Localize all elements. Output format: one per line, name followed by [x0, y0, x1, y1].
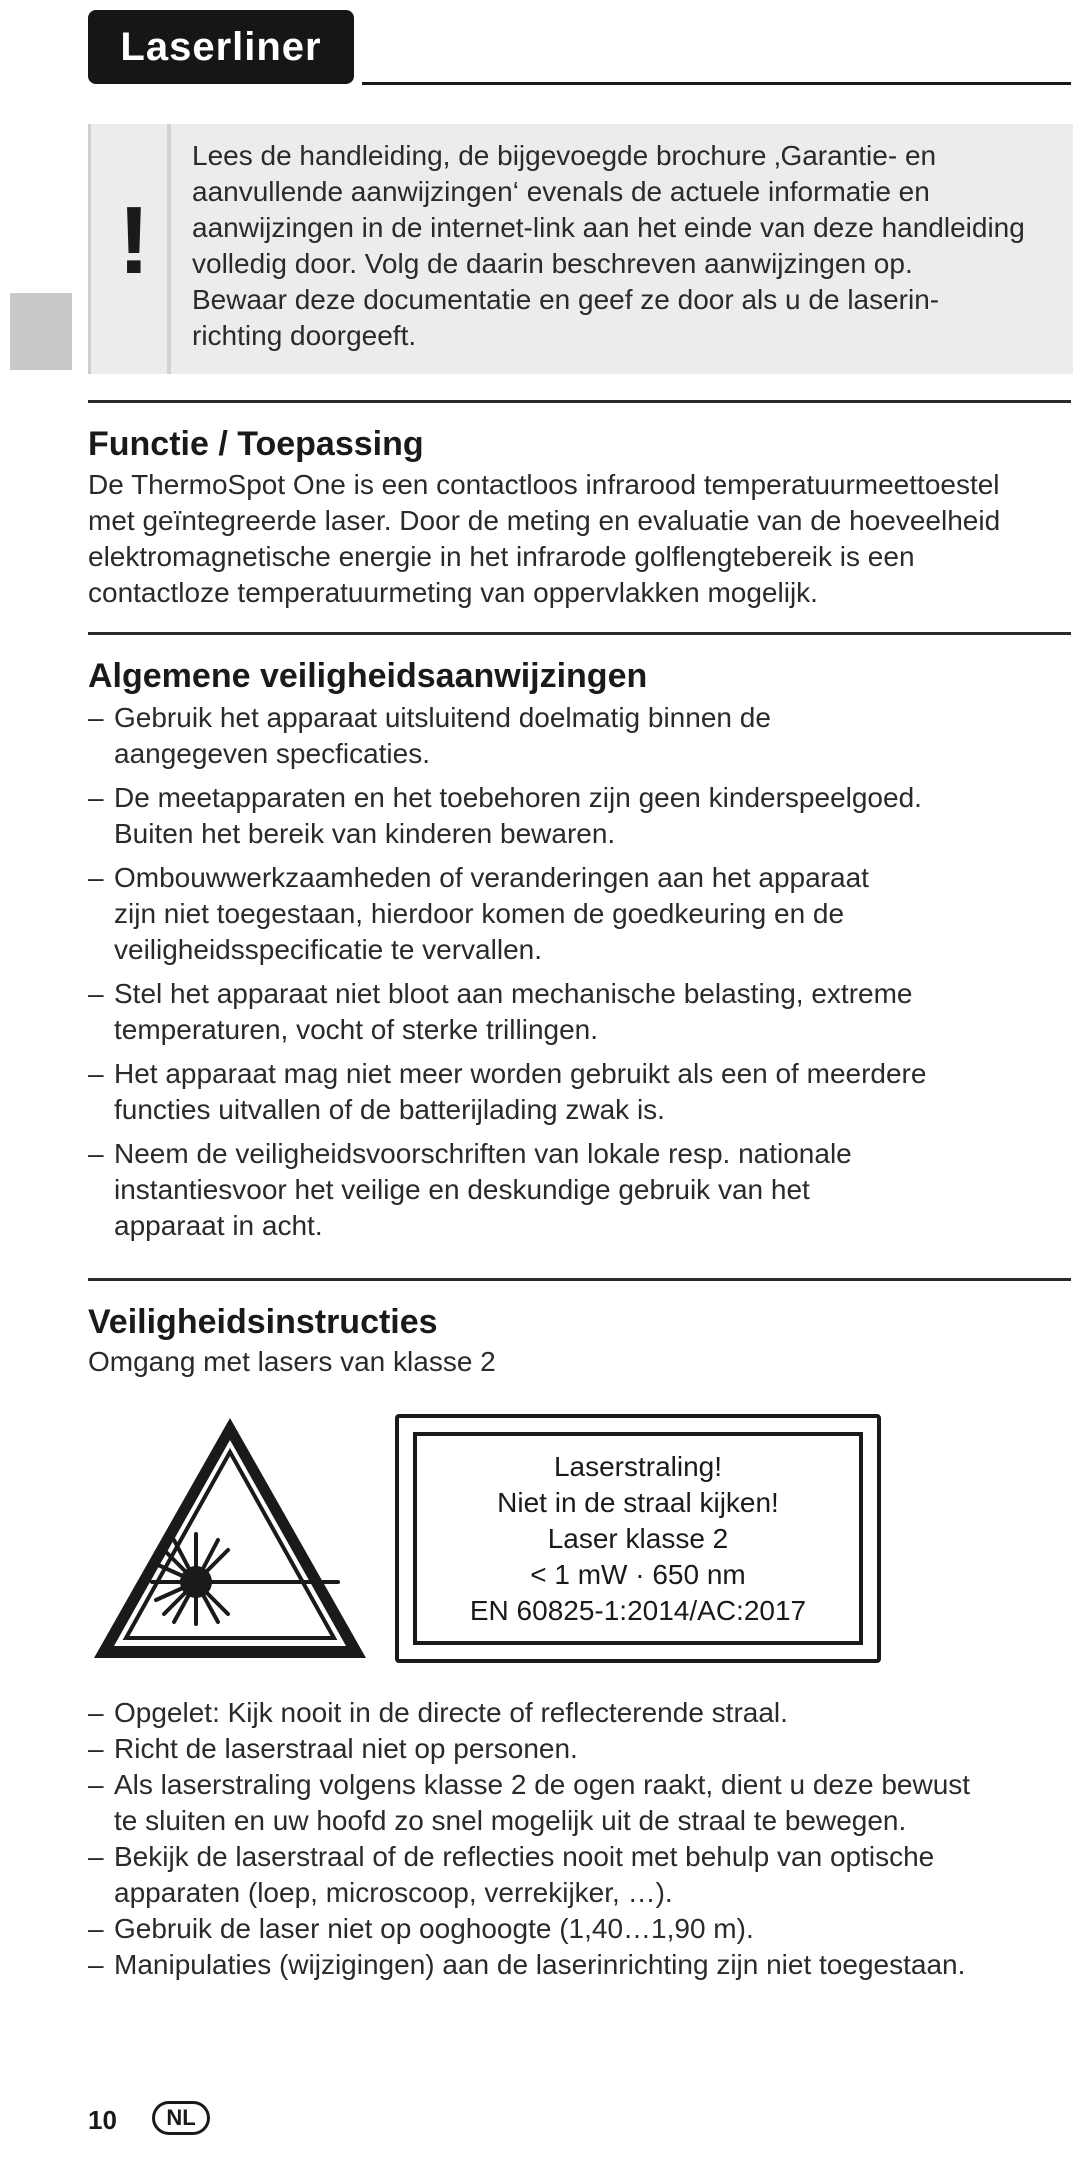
section-divider — [88, 400, 1071, 403]
notice-line: Bewaar deze documentatie en geef ze door als u de laserin- — [192, 284, 940, 315]
header-rule — [362, 82, 1071, 85]
brand-logo: Laserliner — [88, 10, 354, 84]
general-safety-title: Algemene veiligheidsaanwijzingen — [88, 657, 648, 695]
list-item: – Opgelet: Kijk nooit in de directe of reflecterende straal. — [88, 1695, 1073, 1731]
language-badge: NL — [152, 2101, 210, 2135]
list-item: – Als laserstraling volgens klasse 2 de ogen raakt, dient u deze bewust te sluiten en uw hoofd zo snel mogelijk uit de straal te bewegen. — [88, 1767, 1073, 1839]
label-class: Laser klasse 2 — [547, 1522, 729, 1554]
label-instruction: Niet in de straal kijken! — [497, 1486, 779, 1518]
function-title: Functie / Toepassing — [88, 425, 424, 463]
notice-line: volledig door. Volg de daarin beschreven aanwijzingen op. — [192, 248, 913, 279]
label-standard: EN 60825-1:2014/AC:2017 — [469, 1594, 807, 1626]
notice-divider — [167, 124, 171, 374]
laser-class-label — [395, 1414, 881, 1663]
label-power: < 1 mW · 650 nm — [530, 1558, 746, 1590]
list-item: – De meetapparaten en het toebehoren zijn geen kinderspeelgoed. Buiten het bereik van kinderen bewaren. — [88, 780, 1073, 852]
page-number: 10 — [88, 2105, 117, 2135]
notice-box — [88, 124, 1073, 374]
list-item: – Manipulaties (wijzigingen) aan de laserinrichting zijn niet toegestaan. — [88, 1947, 1073, 1983]
function-line: De ThermoSpot One is een contactloos infrarood temperatuurmeettoestel — [88, 469, 1000, 500]
list-item: – Stel het apparaat niet bloot aan mechanische belasting, extreme temperaturen, vocht of sterke trillingen. — [88, 976, 1073, 1048]
general-safety-list — [88, 700, 1073, 1244]
function-line: elektromagnetische energie in het infrarode golflengtebereik is een — [88, 541, 915, 572]
chapter-tab — [10, 293, 72, 370]
list-item: – Richt de laserstraal niet op personen. — [88, 1731, 1073, 1767]
label-warning: Laserstraling! — [553, 1450, 723, 1482]
section-divider — [88, 1278, 1071, 1281]
laser-warning-icon — [88, 1412, 372, 1666]
list-item: – Het apparaat mag niet meer worden gebruikt als een of meerdere functies uitvallen of de batterijlading zwak is. — [88, 1056, 1073, 1128]
function-text — [88, 467, 1078, 611]
notice-line: aanwijzingen in de internet-link aan het einde van deze handleiding — [192, 212, 1025, 243]
function-line: contactloze temperatuurmeting van oppervlakken mogelijk. — [88, 577, 818, 608]
notice-line: aanvullende aanwijzingen‘ evenals de actuele informatie en — [192, 176, 930, 207]
section-divider — [88, 632, 1071, 635]
exclamation-icon: ! — [118, 187, 150, 294]
function-line: met geïntegreerde laser. Door de meting en evaluatie van de hoeveelheid — [88, 505, 1001, 536]
safety-instructions-title: Veiligheidsinstructies — [88, 1303, 438, 1341]
notice-line: Lees de handleiding, de bijgevoegde brochure ‚Garantie- en — [192, 140, 937, 171]
list-item: – Ombouwwerkzaamheden of veranderingen aan het apparaat zijn niet toegestaan, hierdoor komen de goedkeuring en de veiligheidsspecificatie te vervallen. — [88, 860, 1073, 968]
safety-instructions-subtitle: Omgang met lasers van klasse 2 — [88, 1346, 496, 1377]
notice-line: richting doorgeeft. — [192, 320, 417, 351]
safety-instructions-list — [88, 1695, 1073, 1983]
laser-class-label-inner — [413, 1432, 863, 1645]
list-item: – Gebruik het apparaat uitsluitend doelmatig binnen de aangegeven specficaties. — [88, 700, 1073, 772]
list-item: – Neem de veiligheidsvoorschriften van lokale resp. nationale instantiesvoor het veilige en deskundige gebruik van het apparaat in acht. — [88, 1136, 1073, 1244]
list-item: – Gebruik de laser niet op ooghoogte (1,40…1,90 m). — [88, 1911, 1073, 1947]
list-item: – Bekijk de laserstraal of de reflecties nooit met behulp van optische apparaten (loep, microscoop, verrekijker, …). — [88, 1839, 1073, 1911]
notice-text — [192, 138, 1062, 354]
